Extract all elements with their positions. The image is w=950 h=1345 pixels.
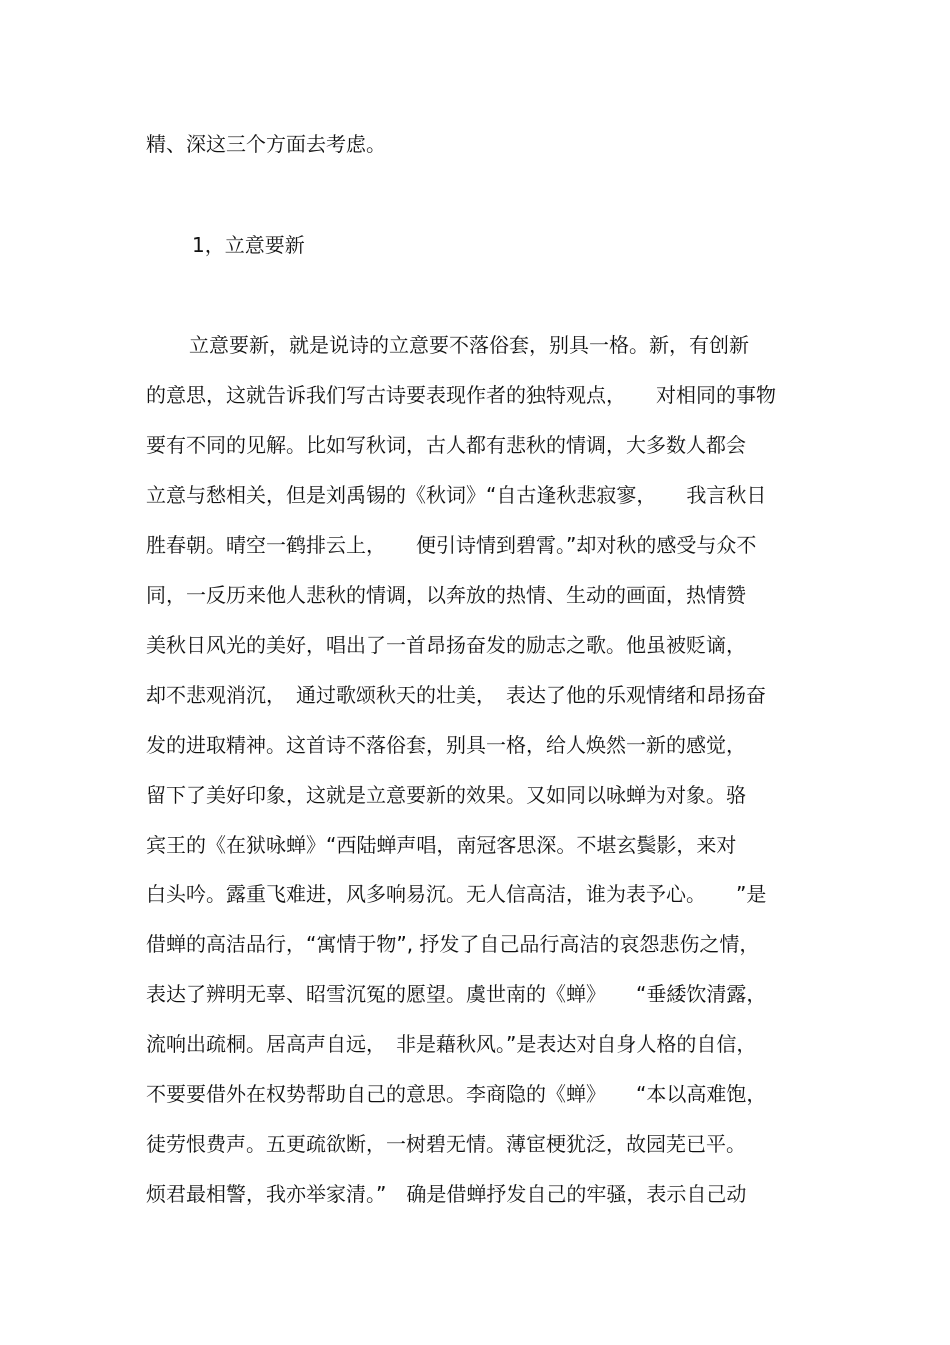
text-line-13: 宾王的《在狱咏蝉》“西陆蝉声唱，南冠客思深。不堪玄鬓影，来对 (146, 833, 737, 857)
text-line-19: 徒劳恨费声。五更疏欲断，一树碧无情。薄宦梗犹泛，故园芜已平。 (146, 1132, 746, 1156)
text-line-8: 同，一反历来他人悲秋的情调，以奔放的热情、生动的画面，热情赞 (146, 583, 746, 607)
text-line-16: 表达了辨明无辜、昭雪沉冤的愿望。虞世南的《蝉》 “垂緌饮清露， (146, 982, 767, 1006)
text-line-11: 发的进取精神。这首诗不落俗套，别具一格，给人焕然一新的感觉， (146, 733, 746, 757)
text-line-4: 的意思，这就告诉我们写古诗要表现作者的独特观点， 对相同的事物 (146, 383, 776, 407)
text-line-9: 美秋日风光的美好，唱出了一首昂扬奋发的励志之歌。他虽被贬谪， (146, 633, 746, 657)
text-line-3: 立意要新，就是说诗的立意要不落俗套，别具一格。新，有创新 (189, 333, 749, 357)
text-line-7: 胜春朝。晴空一鹤排云上， 便引诗情到碧霄。”却对秋的感受与众不 (146, 533, 757, 557)
text-line-20: 烦君最相警，我亦举家清。” 确是借蝉抒发自己的牢骚，表示自己动 (146, 1182, 747, 1206)
text-line-17: 流响出疏桐。居高声自远， 非是藉秋风。”是表达对自身人格的自信， (146, 1032, 757, 1056)
text-line-18: 不要要借外在权势帮助自己的意思。李商隐的《蝉》 “本以高难饱， (146, 1082, 767, 1106)
text-line-5: 要有不同的见解。比如写秋词，古人都有悲秋的情调，大多数人都会 (146, 433, 746, 457)
section-heading: 1，立意要新 (192, 233, 305, 257)
text-line-15: 借蝉的高洁品行，“寓情于物”, 抒发了自己品行高洁的哀怨悲伤之情， (146, 932, 760, 956)
text-line-10: 却不悲观消沉， 通过歌颂秋天的壮美， 表达了他的乐观情绪和昂扬奋 (146, 683, 766, 707)
text-line-1: 精、深这三个方面去考虑。 (146, 132, 386, 156)
text-line-6: 立意与愁相关，但是刘禹锡的《秋词》“自古逢秋悲寂寥， 我言秋日 (146, 483, 767, 507)
text-line-14: 白头吟。露重飞难进，风多响易沉。无人信高洁，谁为表予心。 ”是 (146, 882, 767, 906)
text-line-12: 留下了美好印象，这就是立意要新的效果。又如同以咏蝉为对象。骆 (146, 783, 746, 807)
